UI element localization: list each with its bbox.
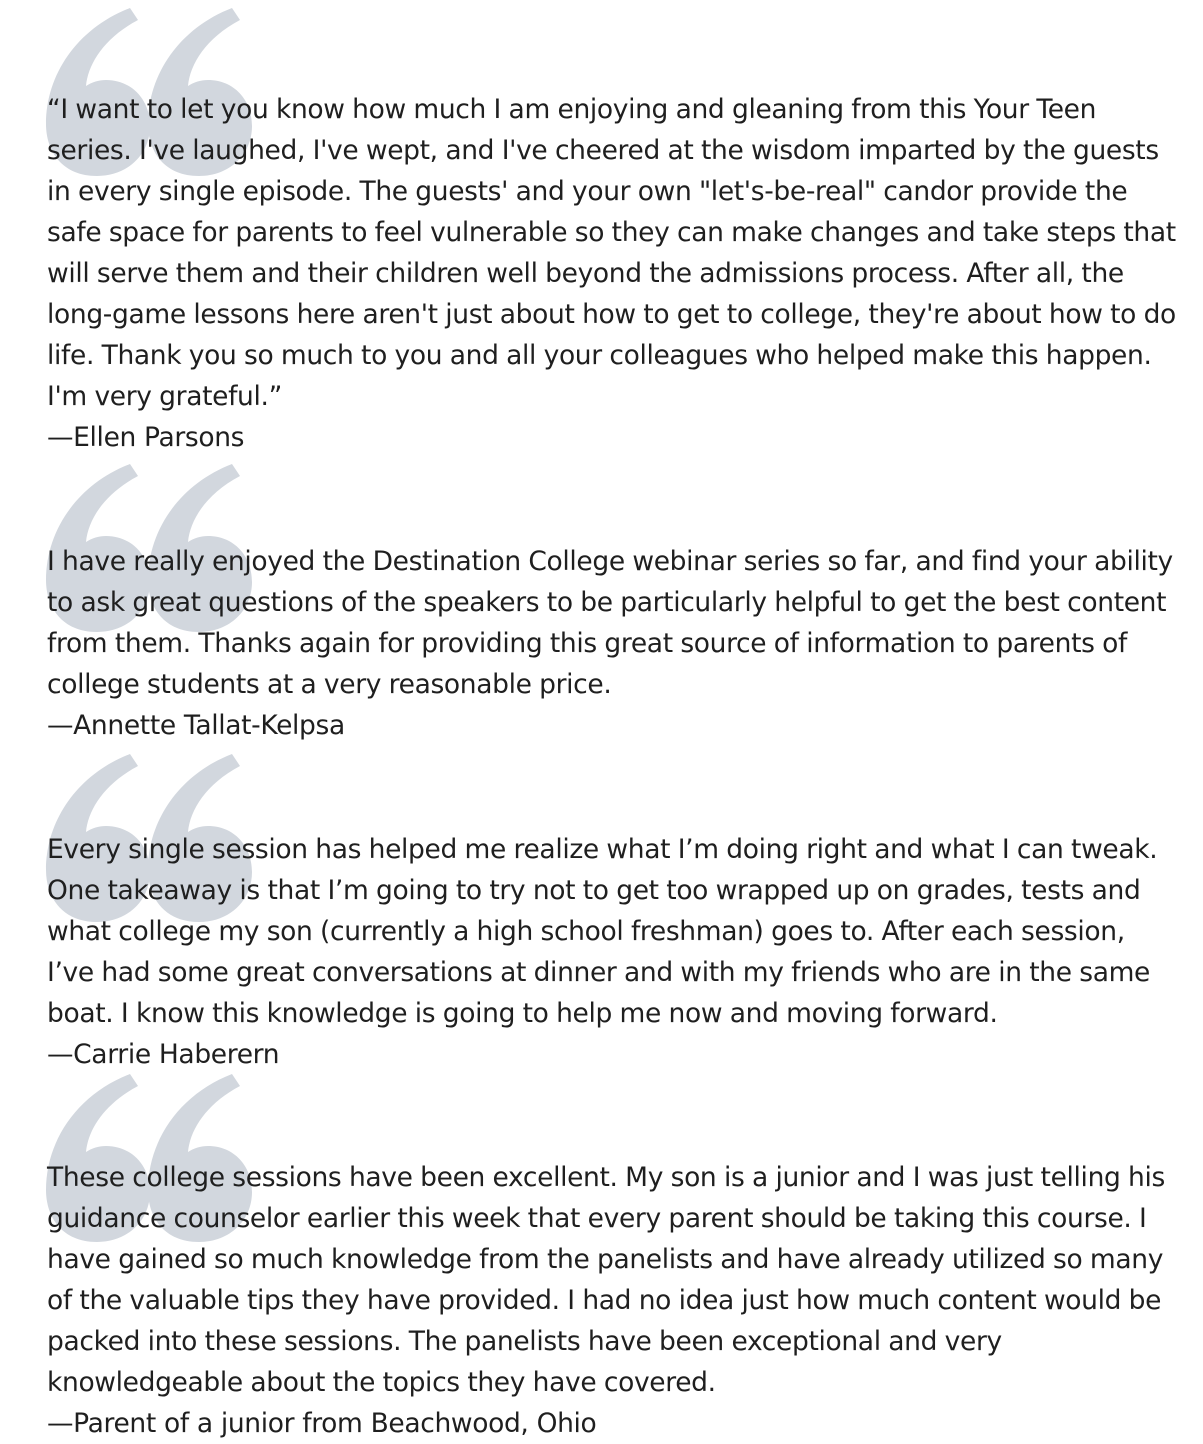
testimonial-author: —Parent of a junior from Beachwood, Ohio — [47, 1408, 597, 1439]
testimonial-text: I have really enjoyed the Destination College webinar series so far, and find your ability to ask great questions of the speakers to be particularly helpful to get the best content from them. Thanks again for providing this great source of information to parents of college students at a very reasonable price. — [47, 546, 1173, 700]
testimonial-text: Every single session has helped me realize what I’m doing right and what I can tweak. One takeaway is that I’m going to try not to get too wrapped up on grades, tests and what college my son (currently a high school freshman) goes to. After each session, I’ve had some great conversations at dinner and with my friends who are in the same boat. I know this knowledge is going to help me now and moving forward. — [47, 834, 1158, 1029]
testimonial-text: “I want to let you know how much I am enjoying and gleaning from this Your Teen series. I've laughed, I've wept, and I've cheered at the wisdom imparted by the guests in every single episode. The guests' and your own "let's-be-real" candor provide the safe space for parents to feel vulnerable so they can make changes and take steps that will serve them and their children well beyond the admissions process. After all, the long-game lessons here aren't just about how to get to college, they're about how to do life. Thank you so much to you and all your colleagues who helped make this happen. I'm very grateful.” — [47, 94, 1176, 412]
testimonial-text: These college sessions have been excellent. My son is a junior and I was just telling his guidance counselor earlier this week that every parent should be taking this course. I have gained so much knowledge from the panelists and have already utilized so many of the valuable tips they have provided. I had no idea just how much content would be packed into these sessions. The panelists have been exceptional and very knowledgeable about the topics they have covered. — [47, 1162, 1165, 1398]
testimonial-author: —Ellen Parsons — [47, 422, 245, 453]
testimonial-author: —Carrie Haberern — [47, 1039, 280, 1070]
testimonial-author: —Annette Tallat-Kelpsa — [47, 710, 345, 741]
